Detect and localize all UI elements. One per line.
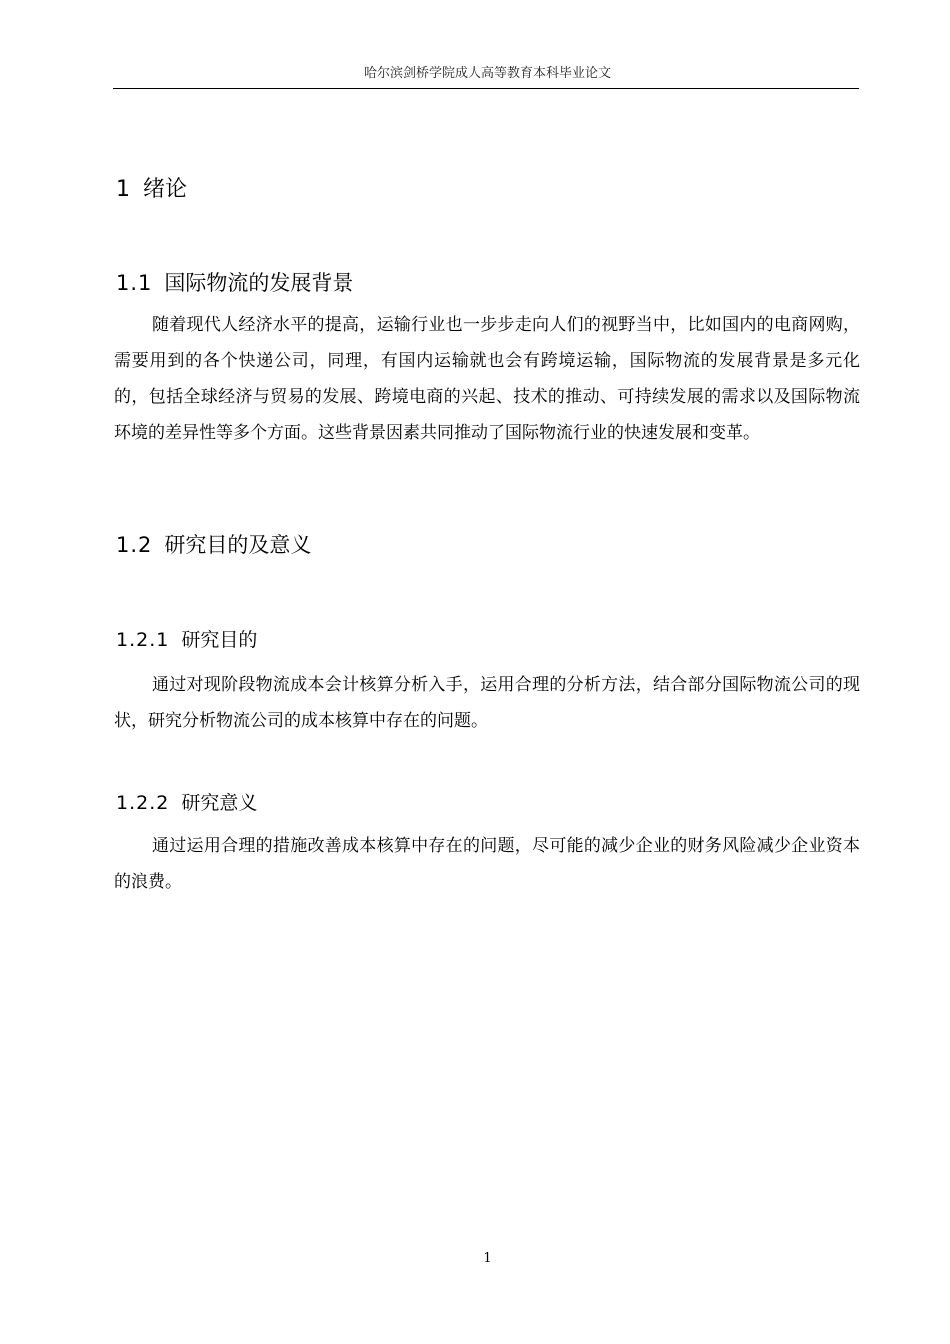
subsection-title: 研究目的	[181, 629, 258, 651]
section-paragraph-1-1: 随着现代人经济水平的提高，运输行业也一步步走向人们的视野当中，比如国内的电商网购，需要用到的各个快递公司，同理，有国内运输就也会有跨境运输，国际物流的发展背景是多元化的，包括全球经济与贸易的发展、跨境电商的兴起、技术的推动、可持续发展的需求以及国际物流环境的差异性等多个方面。这些背景因素共同推动了国际物流行业的快速发展和变革。	[114, 315, 860, 443]
subsection-heading-1-2-1	[116, 626, 257, 654]
section-title: 国际物流的发展背景	[164, 271, 354, 295]
page-number: 1	[483, 1251, 492, 1266]
chapter-heading	[116, 174, 187, 206]
subsection-heading-1-2-2	[116, 789, 257, 817]
section-number: 1.2	[116, 533, 153, 557]
subsection-title: 研究意义	[181, 792, 258, 814]
subsection-paragraph-1-2-2: 通过运用合理的措施改善成本核算中存在的问题，尽可能的减少企业的财务风险减少企业资本的浪费。	[114, 836, 860, 892]
subsection-number: 1.2.1	[116, 629, 170, 651]
header-divider	[113, 88, 859, 89]
section-number: 1.1	[116, 271, 153, 295]
section-heading-1-1	[116, 268, 353, 298]
chapter-title: 绪论	[143, 177, 188, 202]
header-title: 哈尔滨剑桥学院成人高等教育本科毕业论文	[363, 66, 611, 81]
chapter-number: 1	[116, 177, 131, 202]
section-heading-1-2	[116, 530, 311, 560]
subsection-number: 1.2.2	[116, 792, 170, 814]
subsection-paragraph-1-2-1: 通过对现阶段物流成本会计核算分析入手，运用合理的分析方法，结合部分国际物流公司的现状，研究分析物流公司的成本核算中存在的问题。	[114, 675, 860, 731]
section-title: 研究目的及意义	[164, 533, 312, 557]
